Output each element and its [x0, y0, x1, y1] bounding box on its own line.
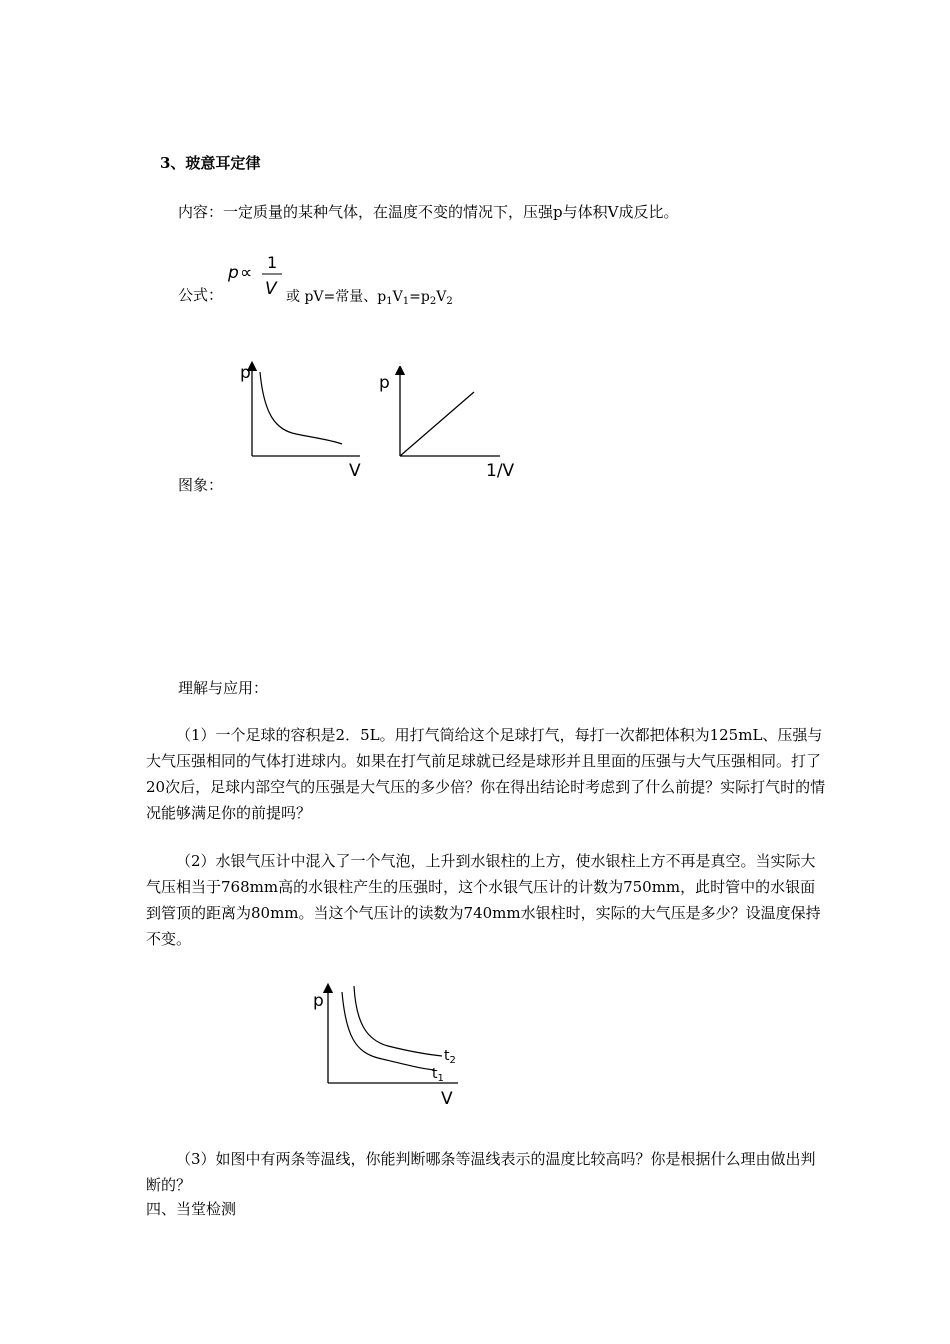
y-axis-label: p: [240, 363, 251, 383]
formula-eq-s2b: 2: [446, 296, 453, 307]
formula-eq-s1: 1: [386, 296, 393, 307]
section-heading: 3、玻意耳定律: [160, 154, 261, 172]
question-3: （3）如图中有两条等温线，你能判断哪条等温线表示的温度比较高吗？你是根据什么理由做出判断的？: [146, 1150, 816, 1194]
isotherm-curve: [260, 372, 342, 444]
next-section-heading: 四、当堂检测: [146, 1200, 237, 1218]
formula-alternatives: [286, 286, 453, 307]
formula-eq-p1: p: [377, 289, 387, 305]
graph-p-vs-inverse-v: [374, 366, 524, 482]
graph-label: 图象：: [178, 476, 224, 494]
content-text: 一定质量的某种气体，在温度不变的情况下，压强p与体积V成反比。: [223, 203, 679, 221]
formula-eq-s1b: 1: [402, 296, 410, 307]
proportional-line: [400, 392, 474, 456]
content-label: 内容：: [178, 203, 224, 221]
proportional-formula: [226, 248, 286, 300]
curve-t1-label: $t_1$: [432, 1066, 444, 1084]
question-1: （1）一个足球的容积是2．5L。用打气筒给这个足球打气，每打一次都把体积为125mL、压强与大气压强相同的气体打进球内。如果在打气前足球就已经是球形并且里面的压强与大气压强相同。打了20次后，足球内部空气的压强是大气压的多少倍？你在得出结论时考虑到了什么前提？实际打气时的情况能够满足你的前提吗？: [146, 726, 826, 822]
x-axis-label: 1/V: [486, 461, 515, 481]
graph-two-isotherms: [308, 982, 468, 1112]
formula-eq-s2: 2: [429, 296, 437, 307]
formula-prop: ∝: [240, 263, 253, 283]
y-axis-label: p: [379, 373, 390, 393]
y-axis-label: p: [313, 991, 324, 1011]
formula-eq-mid: =p: [409, 289, 430, 305]
formula-eq-v2: V: [436, 289, 447, 305]
x-axis-label: V: [349, 461, 361, 480]
formula-numerator: 1: [267, 253, 278, 272]
law-content: [178, 201, 678, 222]
formula-denominator: V: [265, 279, 277, 299]
x-axis-label: V: [441, 1089, 453, 1109]
curve-t2-label: $t_2$: [444, 1048, 456, 1066]
isotherm-t2: [354, 986, 442, 1056]
graph-p-vs-v: [236, 360, 366, 480]
formula-p: p: [228, 263, 239, 283]
application-title: 理解与应用：: [178, 679, 269, 697]
formula-eq-v1: V: [392, 289, 403, 305]
question-2: （2）水银气压计中混入了一个气泡，上升到水银柱的上方，使水银柱上方不再是真空。当实际大气压相当于768mm高的水银柱产生的压强时，这个水银气压计的计数为750mm，此时管中的水银面到管顶的距离为80mm。当这个气压计的读数为740mm水银柱时，实际的大气压是多少？设温度保持不变。: [146, 852, 821, 948]
formula-or: 或 pV=常量、: [286, 289, 378, 305]
formula-label: 公式：: [178, 286, 224, 304]
